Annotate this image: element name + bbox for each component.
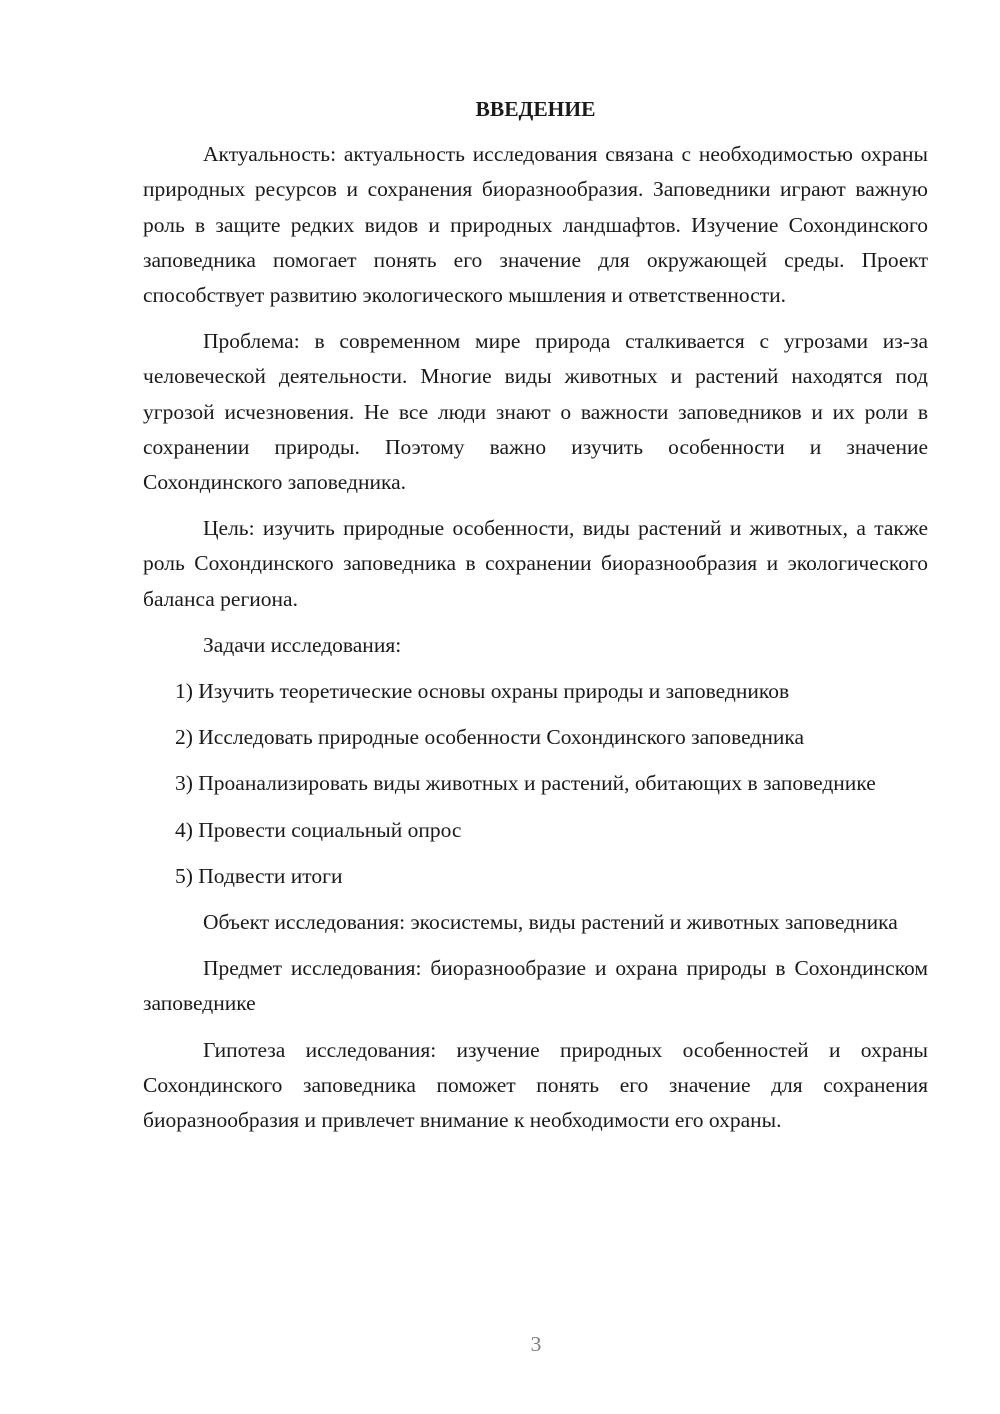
task-item-3: 3) Проанализировать виды животных и растений, обитающих в заповеднике [175,771,876,796]
page-title: ВВЕДЕНИЕ [475,97,596,121]
tasks-heading: Задачи исследования: [203,632,402,657]
subject-paragraph: Предмет исследования: биоразнообразие и охрана природы в Сохондинском заповеднике [143,956,928,1016]
goal-paragraph: Цель: изучить природные особенности, виды растений и животных, а также роль Сохондинского заповедника в сохранении биоразнообразия и экологического баланса региона. [143,516,928,611]
problem-paragraph: Проблема: в современном мире природа сталкивается с угрозами из-за человеческой деятельности. Многие виды животных и растений находятся под угрозой исчезновения. Не все люди знают о важности заповедников и их роли в сохранении природы. Поэтому важно изучить особенности и значение Сохондинского заповедника. [143,329,928,495]
page-number: 3 [530,1332,542,1356]
tasks-list [143,674,928,894]
task-item-4: 4) Провести социальный опрос [175,817,462,842]
task-item-5: 5) Подвести итоги [175,863,343,888]
document-body [143,92,928,1149]
object-paragraph: Объект исследования: экосистемы, виды растений и животных заповедника [203,910,898,935]
task-item-2: 2) Исследовать природные особенности Сохондинского заповедника [175,725,805,750]
relevance-paragraph: Актуальность: актуальность исследования связана с необходимостью охраны природных ресурсов и сохранения биоразнообразия. Заповедники играют важную роль в защите редких видов и природных ландшафтов. Изучение Сохондинского заповедника помогает понять его значение для окружающей среды. Проект способствует развитию экологического мышления и ответственности. [143,142,928,308]
hypothesis-paragraph: Гипотеза исследования: изучение природных особенностей и охраны Сохондинского заповедника поможет понять его значение для сохранения биоразнообразия и привлечет внимание к необходимости его охраны. [143,1037,928,1133]
task-item-1: 1) Изучить теоретические основы охраны природы и заповедников [175,679,790,704]
